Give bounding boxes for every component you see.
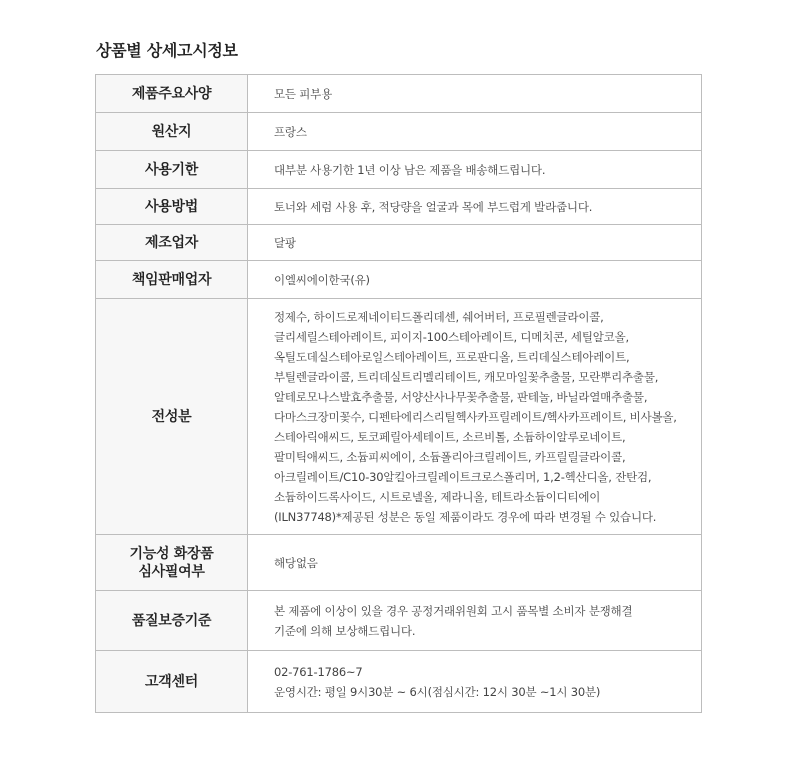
section-title: 상품별 상세고시정보: [96, 41, 238, 60]
row-usage: [96, 189, 702, 225]
row-value: [248, 651, 702, 713]
row-ingredients: [96, 299, 702, 535]
row-label: [96, 225, 248, 261]
row-value-line: 달팡: [274, 235, 296, 250]
row-value: [248, 225, 702, 261]
row-label: [96, 113, 248, 151]
row-value: [248, 189, 702, 225]
row-value: [248, 535, 702, 591]
row-value-line: (ILN37748)*제공된 성분은 동일 제품이라도 경우에 따라 변경될 수 있습니다.: [274, 509, 657, 524]
row-value-line: 글리세릴스테아레이트, 피이지-100스테아레이트, 디메치콘, 세틸알코올,: [274, 329, 629, 344]
row-value: [248, 151, 702, 189]
row-value-line: 모든 피부용: [274, 86, 332, 101]
row-value-line: 소듐하이드록사이드, 시트로넬올, 제라니올, 테트라소듐이디티에이: [274, 489, 601, 504]
row-value-line: 운영시간: 평일 9시30분 ~ 6시(점심시간: 12시 30분 ~1시 30분): [274, 684, 601, 699]
row-value: [248, 75, 702, 113]
row-label-line: 제조업자: [145, 234, 198, 251]
row-expiry: [96, 151, 702, 189]
row-label-line: 제품주요사양: [131, 85, 212, 102]
row-label-line: 품질보증기준: [131, 612, 212, 629]
product-info-table: [95, 74, 702, 713]
row-value-line: 본 제품에 이상이 있을 경우 공정거래위원회 고시 품목별 소비자 분쟁해결: [274, 603, 633, 618]
row-distributor: [96, 261, 702, 299]
row-label-line: 전성분: [151, 408, 192, 425]
row-label-line: 심사필여부: [138, 563, 205, 580]
row-label: [96, 75, 248, 113]
row-value-line: 부틸렌글라이콜, 트리데실트리멜리테이트, 캐모마일꽃추출물, 모란뿌리추출물,: [274, 369, 659, 384]
row-value-line: 팔미틱애씨드, 소듐피씨에이, 소듐폴리아크릴레이트, 카프릴릴글라이콜,: [274, 449, 626, 464]
row-label-line: 사용기한: [145, 161, 198, 178]
row-label: [96, 591, 248, 651]
row-label: [96, 189, 248, 225]
row-label-line: 사용방법: [145, 198, 198, 215]
row-label-line: 고객센터: [145, 673, 198, 690]
row-functional-review: [96, 535, 702, 591]
row-value-line: 02-761-1786~7: [274, 664, 363, 679]
row-value: [248, 591, 702, 651]
row-label: [96, 151, 248, 189]
row-value: [248, 113, 702, 151]
row-manufacturer: [96, 225, 702, 261]
row-value-line: 해당없음: [274, 555, 318, 570]
row-origin: [96, 113, 702, 151]
row-value-line: 옥틸도데실스테아로일스테아레이트, 프로판디올, 트리데실스테아레이트,: [274, 349, 630, 364]
row-value-line: 정제수, 하이드로제네이티드폴리데센, 쉐어버터, 프로필렌글라이콜,: [274, 309, 604, 324]
row-value-line: 스테아릭애씨드, 토코페릴아세테이트, 소르비톨, 소듐하이알루로네이트,: [274, 429, 626, 444]
row-value-line: 프랑스: [274, 124, 307, 139]
product-info-table-body: [96, 75, 702, 713]
row-main-spec: [96, 75, 702, 113]
row-value: [248, 261, 702, 299]
row-value-line: 기준에 의해 보상해드립니다.: [274, 623, 416, 638]
row-value-line: 토너와 세럼 사용 후, 적당량을 얼굴과 목에 부드럽게 발라줍니다.: [274, 199, 593, 214]
row-label: [96, 299, 248, 535]
row-value-line: 아크릴레이트/C10-30알킬아크릴레이트크로스폴리머, 1,2-헥산디올, 잔탄검,: [274, 469, 652, 484]
row-value-line: 다마스크장미꽃수, 디펜타에리스리틸헥사카프릴레이트/헥사카프레이트, 비사볼올,: [274, 409, 677, 424]
row-label-line: 기능성 화장품: [129, 545, 214, 562]
row-label: [96, 535, 248, 591]
row-label-line: 책임판매업자: [131, 271, 212, 288]
row-label: [96, 261, 248, 299]
row-quality-standard: [96, 591, 702, 651]
row-value-line: 대부분 사용기한 1년 이상 남은 제품을 배송해드립니다.: [274, 162, 546, 177]
row-label-line: 원산지: [151, 123, 192, 140]
row-value-line: 알테로모나스발효추출물, 서양산사나무꽃추출물, 판테놀, 바닐라열매추출물,: [274, 389, 648, 404]
row-label: [96, 651, 248, 713]
row-customer-center: [96, 651, 702, 713]
row-value-line: 이엘씨에이한국(유): [274, 272, 370, 287]
row-value: [248, 299, 702, 535]
